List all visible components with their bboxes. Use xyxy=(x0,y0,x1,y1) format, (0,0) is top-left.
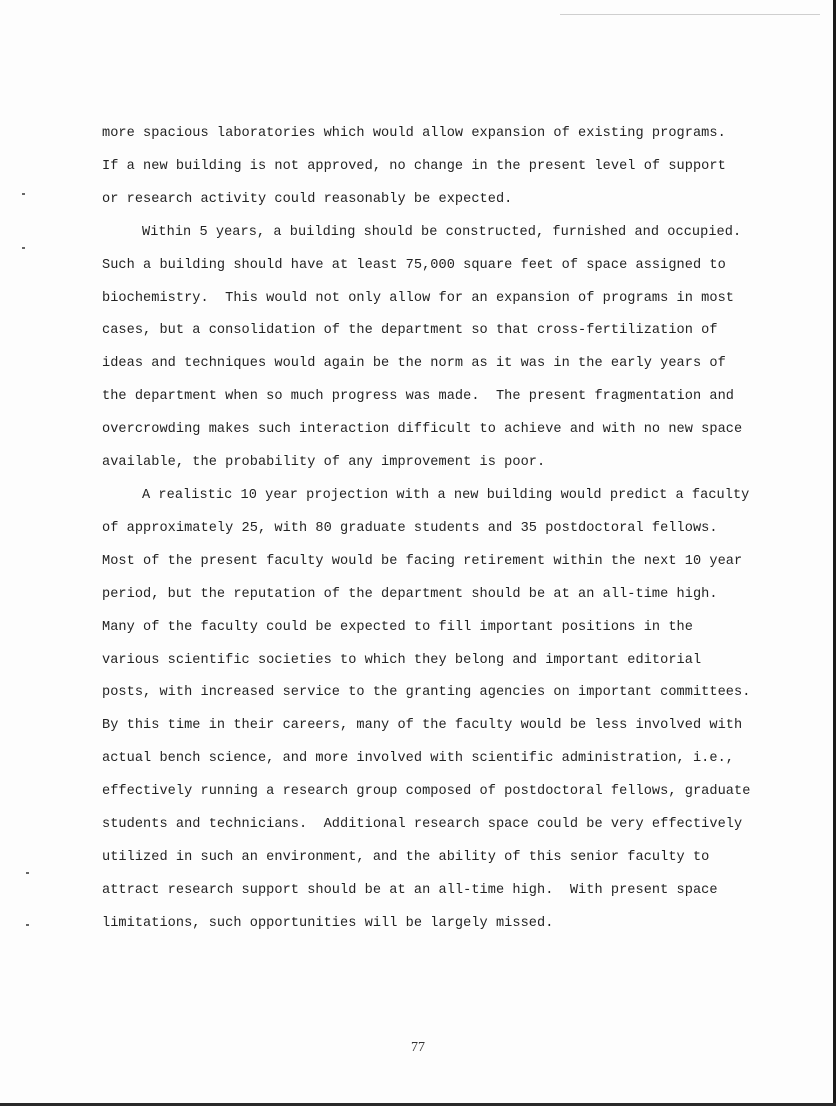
scan-speck xyxy=(26,924,29,926)
page-number: 77 xyxy=(411,1040,425,1055)
scan-speck xyxy=(22,247,25,249)
text-line: period, but the reputation of the department should be at an all-time high. xyxy=(102,586,718,602)
scan-speck xyxy=(22,193,25,195)
text-line: ideas and techniques would again be the norm as it was in the early years of xyxy=(102,356,726,372)
paragraph-first-line: A realistic 10 year projection with a new building would predict a faculty xyxy=(142,487,750,503)
text-line: various scientific societies to which they belong and important editorial xyxy=(102,652,702,668)
text-line: Such a building should have at least 75,000 square feet of space assigned to xyxy=(102,257,726,273)
text-line: attract research support should be at an all-time high. With present space xyxy=(102,882,718,898)
body-text xyxy=(102,118,762,941)
text-line: actual bench science, and more involved with scientific administration, i.e., xyxy=(102,751,734,767)
text-line: If a new building is not approved, no change in the present level of support xyxy=(102,158,726,174)
text-line: cases, but a consolidation of the department so that cross-fertilization of xyxy=(102,323,718,339)
text-line: more spacious laboratories which would allow expansion of existing programs. xyxy=(102,126,726,141)
text-line: utilized in such an environment, and the ability of this senior faculty to xyxy=(102,849,710,865)
text-line: Most of the present faculty would be facing retirement within the next 10 year xyxy=(102,553,743,569)
text-line: or research activity could reasonably be expected. xyxy=(102,191,513,207)
text-line: effectively running a research group composed of postdoctoral fellows, graduate xyxy=(102,784,751,800)
text-line: posts, with increased service to the granting agencies on important committees. xyxy=(102,685,751,701)
text-line: the department when so much progress was made. The present fragmentation and xyxy=(102,389,734,405)
scan-artifact xyxy=(560,14,820,15)
text-line: biochemistry. This would not only allow for an expansion of programs in most xyxy=(102,290,734,306)
text-line: overcrowding makes such interaction difficult to achieve and with no new space xyxy=(102,422,743,438)
text-line: of approximately 25, with 80 graduate students and 35 postdoctoral fellows. xyxy=(102,520,718,536)
text-line: Many of the faculty could be expected to fill important positions in the xyxy=(102,619,693,635)
text-line: available, the probability of any improvement is poor. xyxy=(102,455,546,471)
scan-speck xyxy=(26,872,29,874)
text-line: limitations, such opportunities will be largely missed. xyxy=(102,915,554,931)
paragraph-first-line: Within 5 years, a building should be constructed, furnished and occupied. xyxy=(142,224,742,240)
text-line: students and technicians. Additional research space could be very effectively xyxy=(102,817,743,833)
text-line: By this time in their careers, many of the faculty would be less involved with xyxy=(102,718,743,734)
